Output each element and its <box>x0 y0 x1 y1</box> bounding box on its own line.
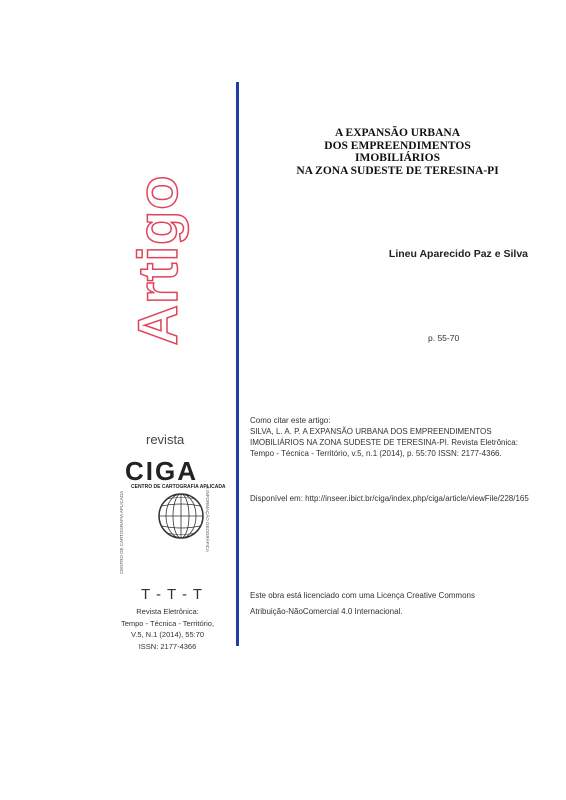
page-range: p. 55-70 <box>428 333 460 343</box>
vertical-divider <box>236 82 239 646</box>
journal-line: V.5, N.1 (2014), 55:70 <box>130 630 205 639</box>
citation-heading: Como citar este artigo: <box>250 416 331 425</box>
article-title <box>250 127 545 177</box>
citation-line: IMOBILIÁRIOS NA ZONA SUDESTE DE TERESINA-PI. Revista Eletrônica: <box>250 438 518 447</box>
title-line: A EXPANSÃO URBANA <box>334 127 461 139</box>
license-text <box>250 588 475 620</box>
title-line: IMOBILIÁRIOS <box>355 152 440 164</box>
artigo-side-label: Artigo <box>126 174 189 346</box>
availability-link[interactable]: Disponível em: http://inseer.ibict.br/ciga/index.php/ciga/article/viewFile/228/165 <box>250 494 529 503</box>
author-name: Lineu Aparecido Paz e Silva <box>388 248 528 260</box>
license-line: Este obra está licenciado com uma Licença Creative Commons <box>250 591 475 600</box>
journal-line: Revista Eletrônica: <box>136 607 199 616</box>
globe-icon <box>157 492 205 540</box>
logo-name: CIGA <box>125 456 198 486</box>
logo-side-text-right: E INFORMAÇÃO GEOGRÁFICA <box>205 486 210 553</box>
logo-side-text: CENTRO DE CARTOGRAFIA APLICADA <box>119 490 124 574</box>
journal-line: Tempo - Técnica - Território, <box>120 618 215 628</box>
citation-line: Tempo - Técnica - Território, v.5, n.1 (2014), p. 55:70 ISSN: 2177-4366. <box>250 449 502 458</box>
citation-block <box>250 415 550 459</box>
revista-label: revista <box>146 432 185 447</box>
ciga-logo <box>117 456 226 580</box>
logo-subtitle: CENTRO DE CARTOGRAFIA APLICADA <box>131 484 226 490</box>
citation-line: SILVA, L. A. P. A EXPANSÃO URBANA DOS EMPREENDIMENTOS <box>250 427 492 436</box>
license-line: Atribuição-NãoComercial 4.0 Internacional. <box>250 607 403 616</box>
title-line: NA ZONA SUDESTE DE TERESINA-PI <box>296 164 499 177</box>
title-line: DOS EMPREENDIMENTOS <box>324 139 471 152</box>
journal-info <box>110 606 225 652</box>
ttt-mark: T - T - T <box>141 586 204 603</box>
journal-line: ISSN: 2177-4366 <box>138 641 197 651</box>
